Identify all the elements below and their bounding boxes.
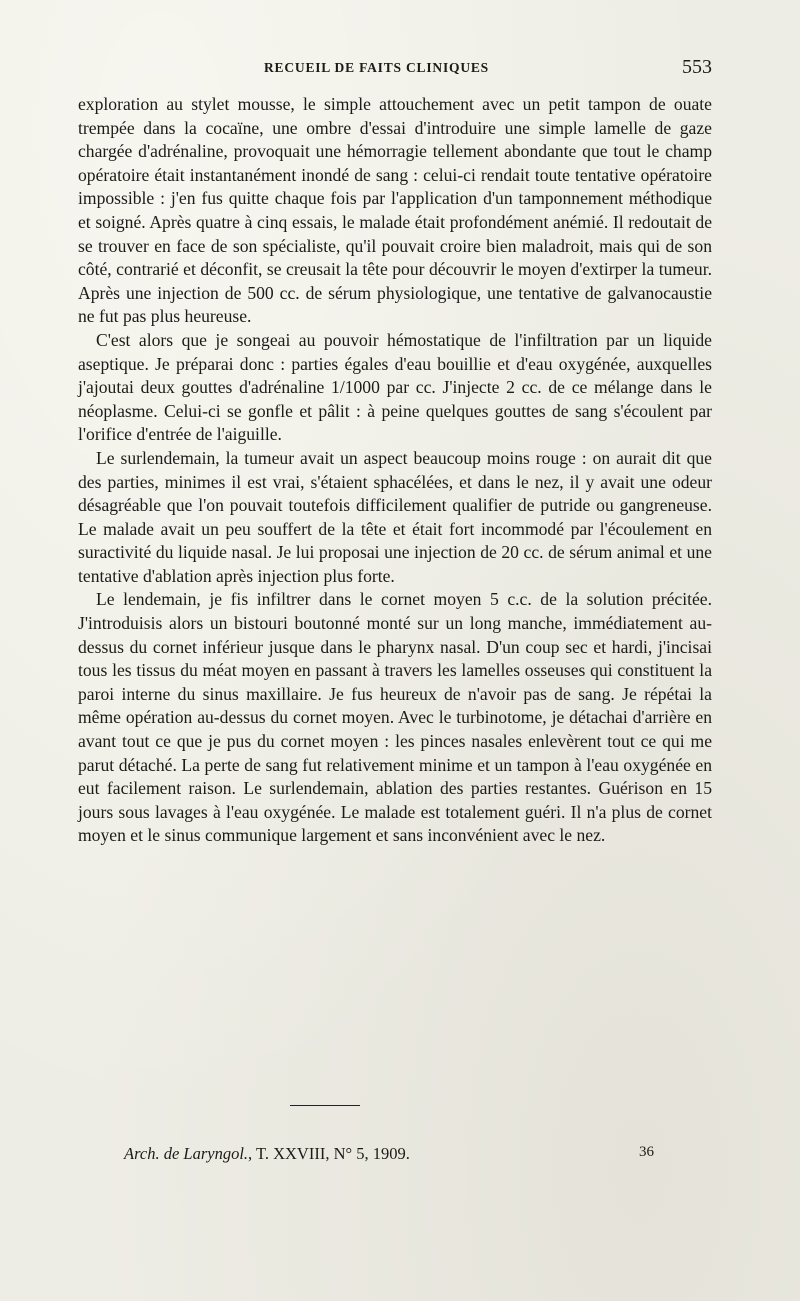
- paragraph: C'est alors que je songeai au pouvoir hémostatique de l'infiltration par un liquide aseptique. Je préparai donc : parties égales d'eau bouillie et d'eau oxygénée, auxquelles j'ajoutai deux gouttes d'adrénaline 1/1000 par cc. J'injecte 2 cc. de ce mélange dans le néoplasme. Celui-ci se gonfle et pâlit : à peine quelques gouttes de sang s'écoulent par l'orifice d'entrée de l'aiguille.: [78, 329, 712, 445]
- paragraph: Le surlendemain, la tumeur avait un aspect beaucoup moins rouge : on aurait dit que des parties, minimes il est vrai, s'étaient sphacélées, et dans le nez, il y avait une odeur désagréable que l'on pouvait toutefois difficilement qualifier de putride ou gangreneuse. Le malade avait un peu souffert de la tête et était fort incommodé par l'écoulement en suractivité du liquide nasal. Je lui proposai une injection de 20 cc. de sérum animal et une tentative d'ablation après injection plus forte.: [78, 447, 712, 586]
- citation-details: , T. XXVIII, N° 5, 1909.: [248, 1144, 410, 1163]
- journal-citation: [124, 1144, 410, 1164]
- page-footer: [124, 1144, 654, 1166]
- section-rule: [290, 1105, 360, 1106]
- running-title: RECUEIL DE FAITS CLINIQUES: [264, 60, 489, 75]
- page-header: [78, 56, 712, 82]
- paragraph: exploration au stylet mousse, le simple attouchement avec un petit tampon de ouate trempée dans la cocaïne, une ombre d'essai d'introduire une simple lamelle de gaze chargée d'adrénaline, provoquait une hémorragie tellement abondante que tout le champ opératoire était instantanément inondé de sang : celui-ci rendait toute tentative opératoire impossible : j'en fus quitte chaque fois par l'application d'un tamponnement méthodique et soigné. Après quatre à cinq essais, le malade était profondément anémié. Il redoutait de se trouver en face de son spécialiste, qu'il pouvait croire bien maladroit, mais qui de son côté, contrarié et déconfit, se creusait la tête pour découvrir le moyen d'extirper la tumeur. Après une injection de 500 cc. de sérum physiologique, une tentative de galvanocaustie ne fut pas plus heureuse.: [78, 94, 712, 327]
- page-number: 553: [682, 56, 712, 78]
- body-text: [78, 93, 712, 848]
- paragraph: Le lendemain, je fis infiltrer dans le cornet moyen 5 c.c. de la solution précitée. J'introduisis alors un bistouri boutonné monté sur un long manche, immédiatement au-dessus du cornet inférieur jusque dans le pharynx nasal. D'un coup sec et hardi, j'incisai tous les tissus du méat moyen en passant à travers les lamelles osseuses qui constituent la paroi interne du sinus maxillaire. Je fus heureux de n'avoir pas de sang. Je répétai la même opération au-dessus du cornet moyen. Avec le turbinotome, je détachai d'arrière en avant tout ce que je pus du cornet moyen : les pinces nasales enlevèrent tout ce qui me parut détaché. La perte de sang fut relativement minime et un tampon à l'eau oxygénée en eut facilement raison. Le surlendemain, ablation des parties restantes. Guérison en 15 jours sous lavages à l'eau oxygénée. Le malade est totalement guéri. Il n'a plus de cornet moyen et le sinus communique largement et sans inconvénient avec le nez.: [78, 589, 712, 846]
- signature-mark: 36: [639, 1144, 654, 1160]
- journal-title: Arch. de Laryngol.: [124, 1144, 249, 1163]
